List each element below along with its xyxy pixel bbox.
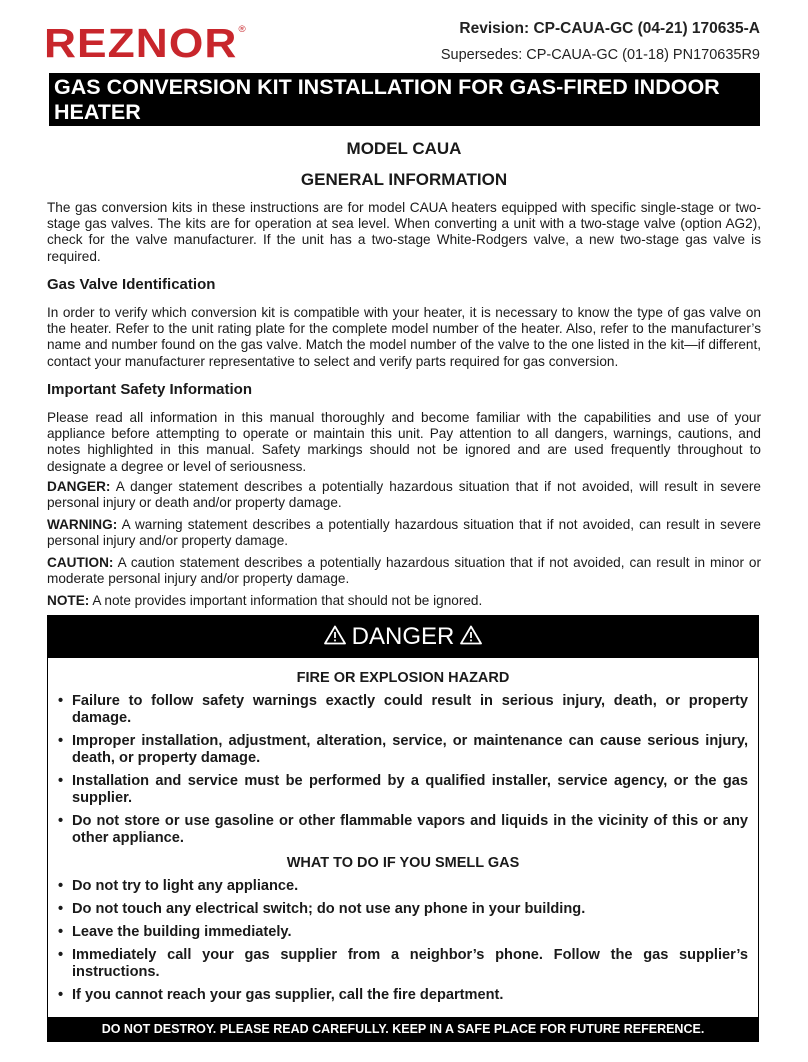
- list-item: • Do not touch any electrical switch; do not use any phone in your building.: [58, 901, 748, 918]
- danger-box: [47, 615, 759, 1042]
- revision-line: Revision: CP-CAUA-GC (04-21) 170635-A: [459, 20, 760, 37]
- danger-title: DANGER: [351, 623, 455, 650]
- danger-label: DANGER:: [47, 479, 111, 494]
- valve-identification-heading: Gas Valve Identification: [47, 276, 216, 293]
- caution-label: CAUTION:: [47, 555, 114, 570]
- list-item: • If you cannot reach your gas supplier, call the fire department.: [58, 987, 748, 1004]
- general-information-text: The gas conversion kits in these instructions are for model CAUA heaters equipped with specific single-stage or two-stage gas valves. The kits are for operation at sea level. When converting a unit with a two-stage valve (option AG2), check for the valve manufacturer. If the unit has a two-stage White-Rodgers valve, a new two-stage gas valve is required.: [47, 200, 761, 264]
- fire-hazard-heading: FIRE OR EXPLOSION HAZARD: [296, 670, 510, 686]
- warning-triangle-icon: [324, 625, 346, 645]
- list-item: • Improper installation, adjustment, alteration, service, or maintenance can cause serious injury, death, or property damage.: [58, 733, 748, 767]
- document-title: GAS CONVERSION KIT INSTALLATION FOR GAS-FIRED INDOOR HEATER: [49, 73, 760, 126]
- danger-header: [48, 616, 758, 658]
- list-item: • Leave the building immediately.: [58, 924, 748, 941]
- list-item: • Immediately call your gas supplier from a neighbor’s phone. Follow the gas supplier’s instructions.: [58, 947, 748, 981]
- list-item: • Installation and service must be performed by a qualified installer, service agency, or the gas supplier.: [58, 773, 748, 807]
- note-definition-text: A note provides important information that should not be ignored.: [89, 593, 483, 608]
- warning-definition: [47, 517, 761, 549]
- danger-definition: [47, 479, 761, 511]
- list-item: • Do not try to light any appliance.: [58, 878, 748, 895]
- smell-gas-heading: WHAT TO DO IF YOU SMELL GAS: [286, 855, 520, 871]
- supersedes-line: Supersedes: CP-CAUA-GC (01-18) PN170635R9: [440, 47, 760, 63]
- danger-definition-text: A danger statement describes a potentially hazardous situation that if not avoided, will result in severe personal injury or death and/or property damage.: [47, 479, 761, 511]
- warning-label: WARNING:: [47, 517, 118, 532]
- registered-mark: ®: [238, 24, 247, 34]
- valve-identification-text: In order to verify which conversion kit is compatible with your heater, it is necessary to know the type of gas valve on the heater. Refer to the unit rating plate for the complete model number of the heater. Also, refer to the manufacturer’s name and number found on the gas valve. Match the model number of the valve to the one listed in the kit—if different, contact your manufacturer representative to select and verify parts required for gas conversion.: [47, 305, 761, 369]
- list-item: • Failure to follow safety warnings exactly could result in serious injury, death, or property damage.: [58, 693, 748, 727]
- reznor-logo: [44, 20, 246, 67]
- list-item: • Do not store or use gasoline or other flammable vapors and liquids in the vicinity of this or any other appliance.: [58, 813, 748, 847]
- warning-definition-text: A warning statement describes a potentially hazardous situation that if not avoided, can result in severe personal injury and/or property damage.: [47, 517, 761, 549]
- caution-definition-text: A caution statement describes a potentially hazardous situation that if not avoided, can result in minor or moderate personal injury and/or property damage.: [47, 555, 761, 587]
- safety-information-heading: Important Safety Information: [47, 381, 253, 398]
- note-definition: [47, 593, 761, 609]
- caution-definition: [47, 555, 761, 587]
- general-information-heading: GENERAL INFORMATION: [300, 170, 508, 189]
- model-heading: MODEL CAUA: [346, 139, 462, 158]
- logo-text: REZNOR: [44, 20, 238, 66]
- smell-gas-list: [58, 878, 748, 1010]
- hazard-list: [58, 693, 748, 853]
- danger-footer: DO NOT DESTROY. PLEASE READ CAREFULLY. KEEP IN A SAFE PLACE FOR FUTURE REFERENCE.: [48, 1017, 758, 1041]
- note-label: NOTE:: [47, 593, 90, 608]
- safety-intro-text: Please read all information in this manual thoroughly and become familiar with the capabilities and use of your appliance before attempting to operate or maintain this unit. Pay attention to all dangers, warnings, cautions, and notes highlighted in this manual. Safety markings should not be ignored and are used frequently throughout to designate a degree or level of seriousness.: [47, 410, 761, 474]
- warning-triangle-icon: [460, 625, 482, 645]
